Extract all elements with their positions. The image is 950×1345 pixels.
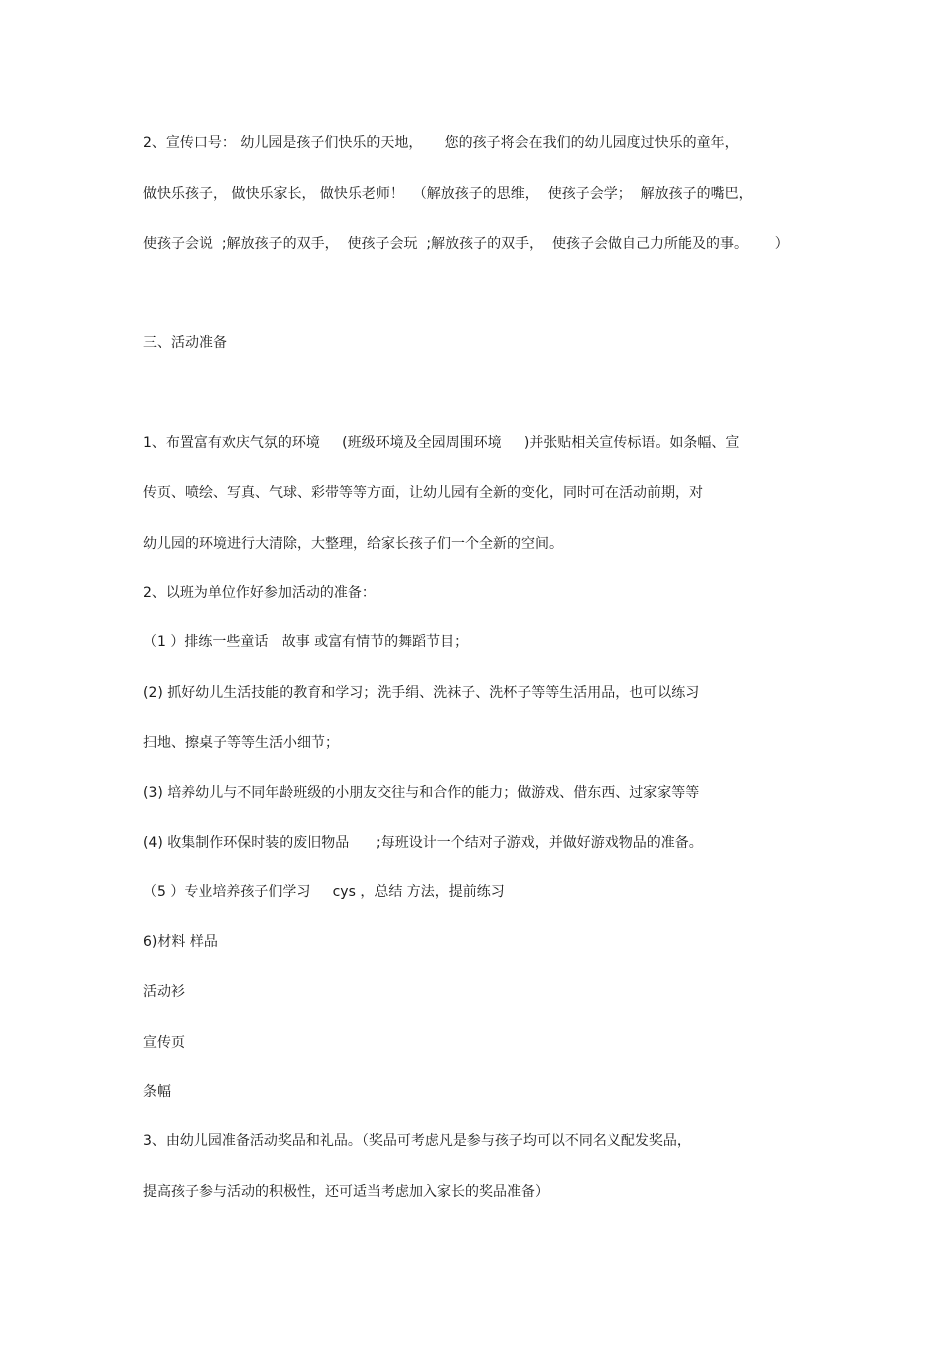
item2-sub4: (4) 收集制作环保时装的废旧物品 ;每班设计一个结对子游戏，并做好游戏物品的准备。: [143, 835, 703, 851]
item3-line-1: 3、由幼儿园准备活动奖品和礼品。（奖品可考虑凡是参与孩子均可以不同名义配发奖品，: [143, 1133, 691, 1149]
item2-heading: 2、以班为单位作好参加活动的准备：: [143, 585, 376, 601]
item1-line-3: 幼儿园的环境进行大清除，大整理，给家长孩子们一个全新的空间。: [143, 536, 563, 552]
item2-sub1: （1 ）排练一些童话 故事 或富有情节的舞蹈节目；: [143, 634, 469, 650]
item2-sub6: 6)材料 样品: [143, 934, 218, 950]
item1-line-2: 传页、喷绘、写真、气球、彩带等等方面，让幼儿园有全新的变化，同时可在活动前期，对: [143, 485, 703, 501]
item2-sub5: （5 ）专业培养孩子们学习 cys ，总结 方法，提前练习: [143, 884, 505, 900]
material-item: 条幅: [143, 1084, 171, 1100]
material-item: 活动衫: [143, 984, 185, 1000]
item2-sub3: (3) 培养幼儿与不同年龄班级的小朋友交往与和合作的能力；做游戏、借东西、过家家等等: [143, 785, 700, 801]
section-heading-preparation: 三、活动准备: [143, 335, 227, 351]
material-item: 宣传页: [143, 1035, 185, 1051]
slogan-line-2: 做快乐孩子， 做快乐家长， 做快乐老师！ （解放孩子的思维， 使孩子会学； 解放孩子的嘴巴，: [143, 186, 753, 202]
item1-line-1: 1、布置富有欢庆气氛的环境 (班级环境及全园周围环境 )并张贴相关宣传标语。如条幅、宣: [143, 435, 740, 451]
slogan-line-1: 2、宣传口号： 幼儿园是孩子们快乐的天地， 您的孩子将会在我们的幼儿园度过快乐的童年，: [143, 135, 739, 151]
item2-sub2-line-2: 扫地、擦桌子等等生活小细节；: [143, 735, 339, 751]
item3-line-2: 提高孩子参与活动的积极性，还可适当考虑加入家长的奖品准备）: [143, 1184, 549, 1200]
item2-sub2-line-1: (2) 抓好幼儿生活技能的教育和学习；洗手绢、洗袜子、洗杯子等等生活用品，也可以练习: [143, 685, 700, 701]
slogan-line-3: 使孩子会说 ;解放孩子的双手， 使孩子会玩 ;解放孩子的双手， 使孩子会做自己力所能及的事。 ）: [143, 236, 789, 252]
